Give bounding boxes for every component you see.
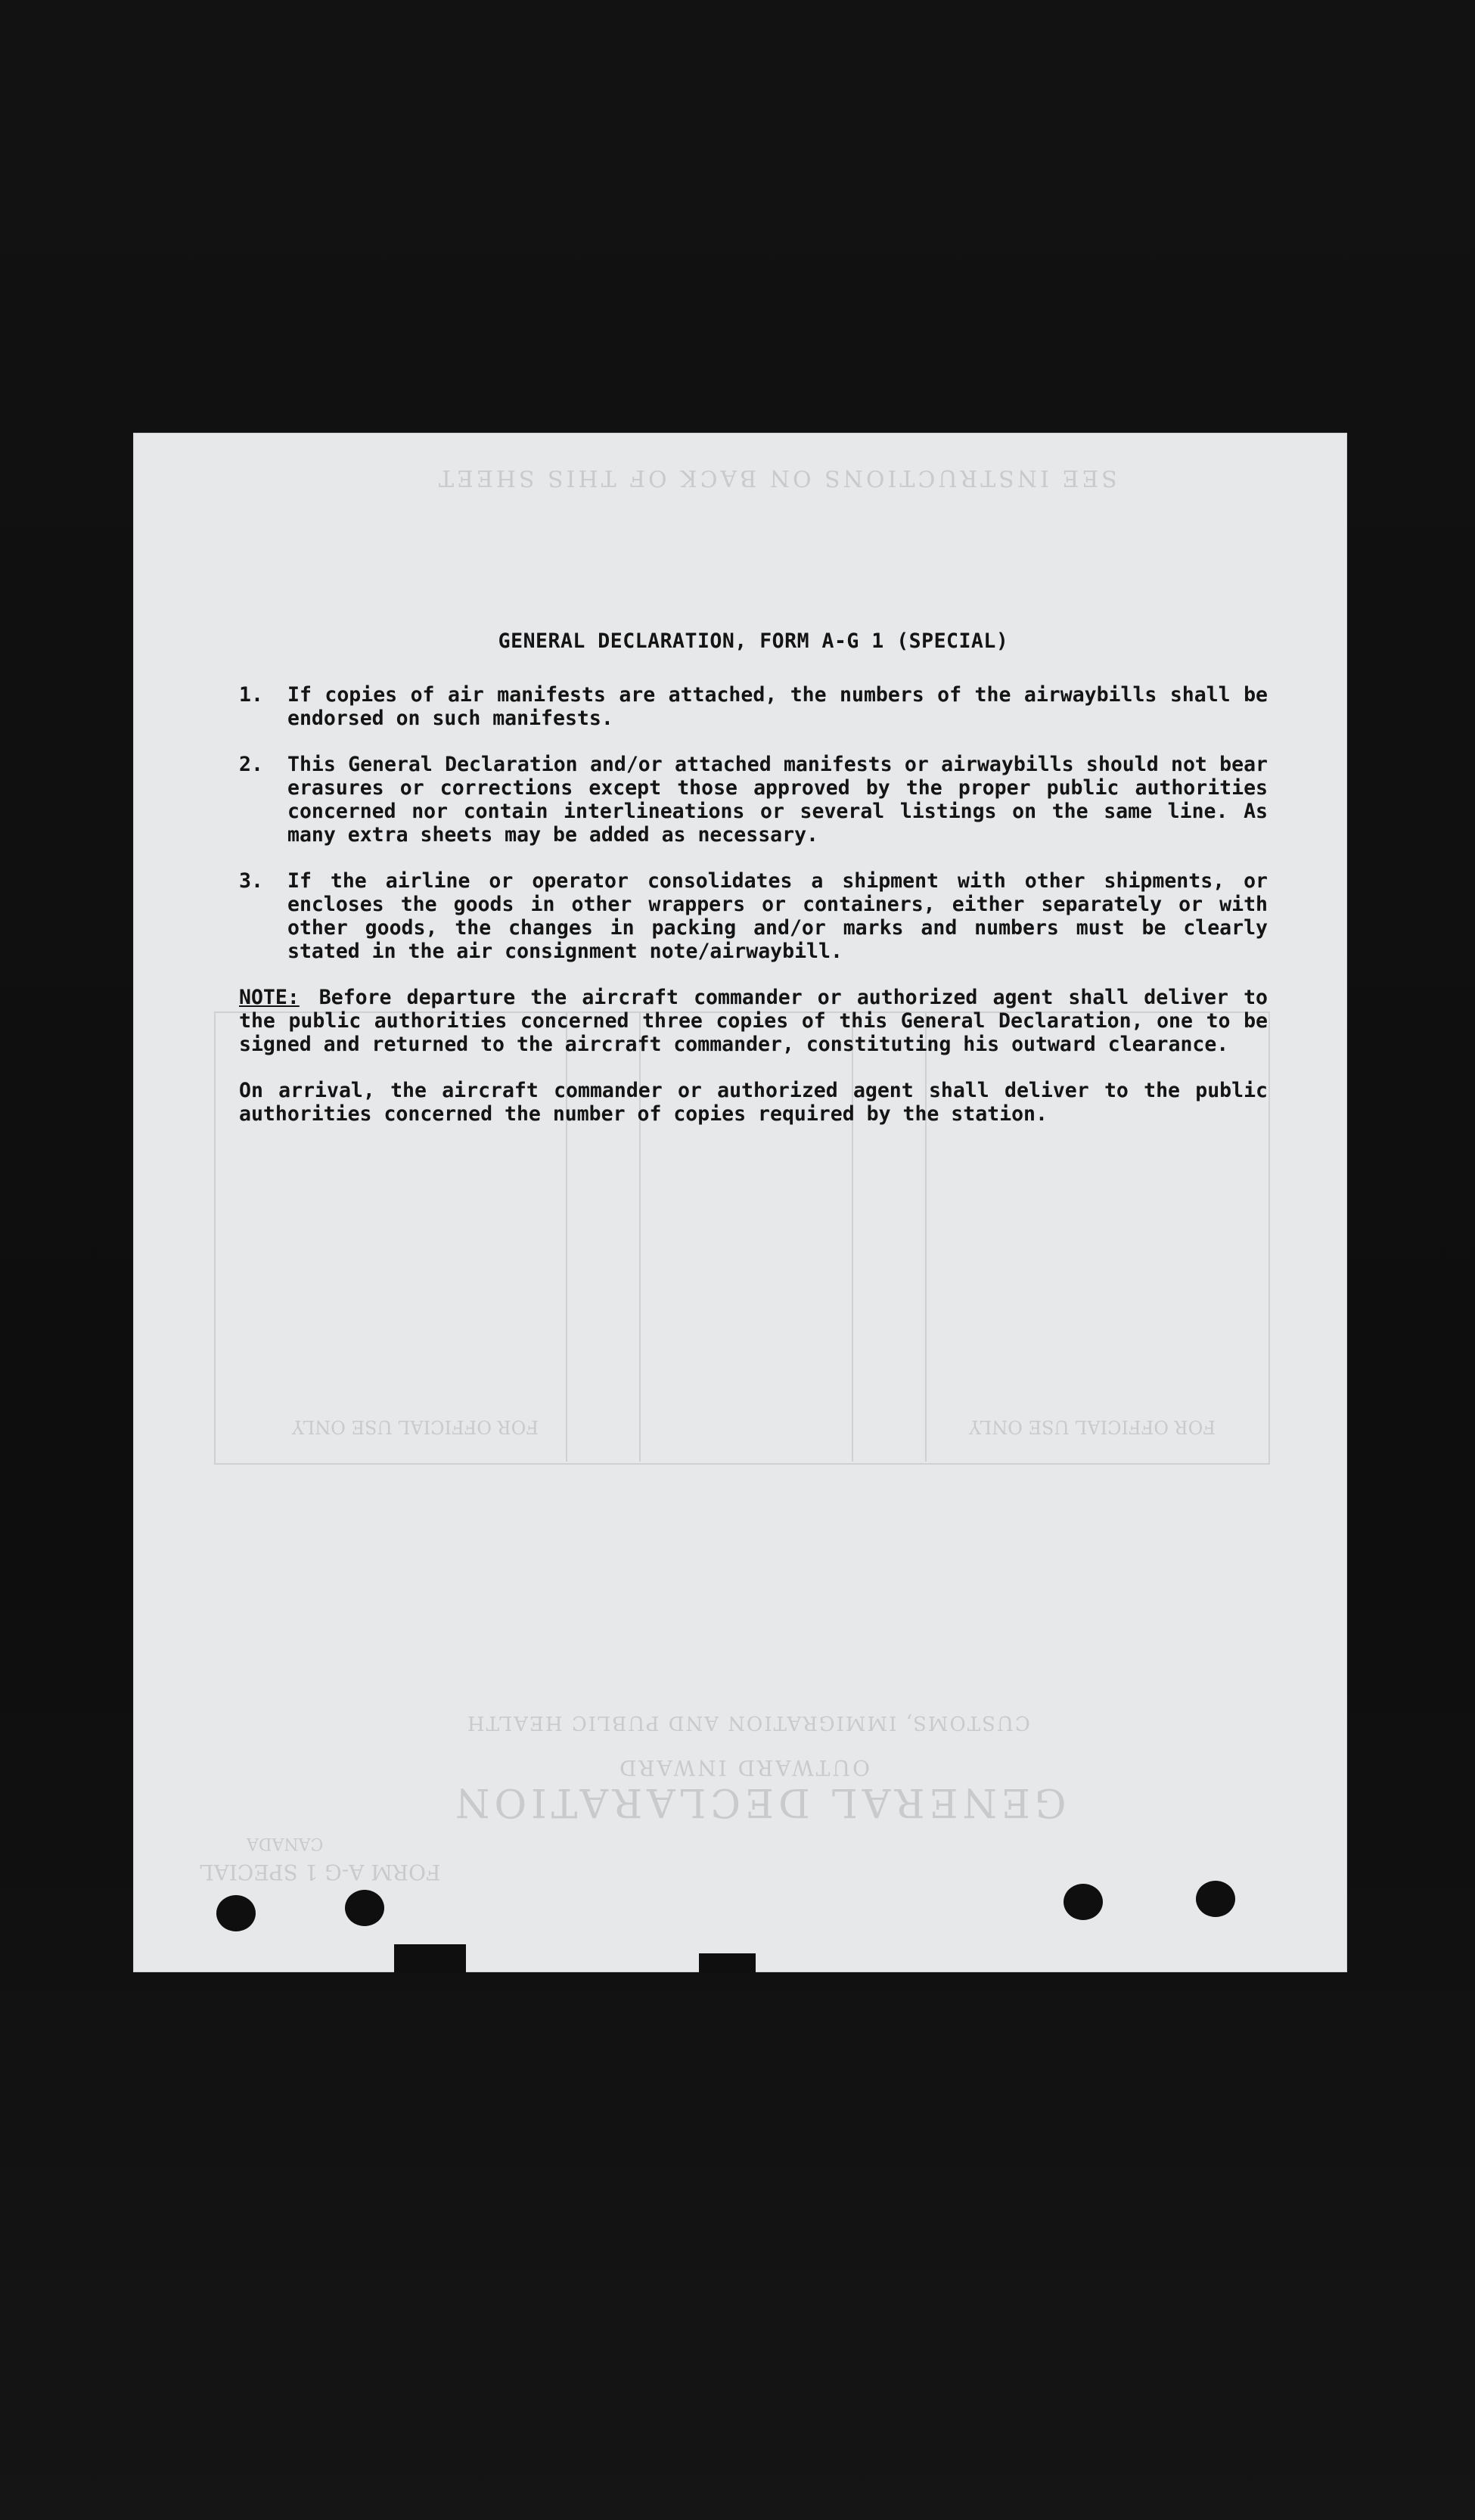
show-through-country: CANADA bbox=[247, 1834, 324, 1853]
punch-hole bbox=[216, 1895, 256, 1931]
item-text: If copies of air manifests are attached, the numbers of the airwaybills shall be endorsed on such manifests. bbox=[287, 683, 1268, 730]
page-title: GENERAL DECLARATION, FORM A-G 1 (SPECIAL) bbox=[498, 629, 1009, 653]
instruction-item-2 bbox=[239, 753, 1268, 847]
binding-tab bbox=[699, 1953, 756, 1972]
note-label: NOTE: bbox=[239, 986, 300, 1009]
item-number: 3. bbox=[239, 869, 263, 893]
show-through-official-left: FOR OFFICIAL USE ONLY bbox=[292, 1416, 539, 1437]
show-through-line: CUSTOMS, IMMIGRATION AND PUBLIC HEALTH bbox=[466, 1711, 1030, 1734]
instruction-item-3 bbox=[239, 869, 1268, 963]
punch-hole bbox=[1196, 1881, 1235, 1917]
show-through-form-id: FORM A-G 1 SPECIAL bbox=[200, 1860, 441, 1885]
instructions-content bbox=[239, 629, 1268, 1126]
document-page bbox=[133, 433, 1347, 1972]
show-through-title: GENERAL DECLARATION bbox=[451, 1779, 1067, 1825]
punch-hole bbox=[1064, 1884, 1103, 1920]
note-text: Before departure the aircraft commander or authorized agent shall deliver to the public authorities concerned three copies of this General Declaration, one to be signed and returned to the aircraft commander, constituting his outward clearance. bbox=[239, 986, 1268, 1056]
binding-tab bbox=[394, 1944, 466, 1972]
show-through-heading: SEE INSTRUCTIONS ON BACK OF THIS SHEET bbox=[436, 465, 1117, 491]
note-paragraph bbox=[239, 986, 1268, 1056]
show-through-official-right: FOR OFFICIAL USE ONLY bbox=[969, 1416, 1216, 1437]
punch-hole bbox=[345, 1890, 384, 1926]
arrival-paragraph: On arrival, the aircraft commander or authorized agent shall deliver to the public authorities concerned the number of copies required by the station. bbox=[239, 1079, 1268, 1126]
instruction-item-1 bbox=[239, 683, 1268, 730]
item-number: 1. bbox=[239, 683, 263, 707]
item-number: 2. bbox=[239, 753, 263, 776]
show-through-subtitle: OUTWARD INWARD bbox=[617, 1755, 870, 1780]
item-text: This General Declaration and/or attached manifests or airwaybills should not bear erasures or corrections except those approved by the proper public authorities concerned nor contain interlineations or several listings on the same line. As many extra sheets may be added as necessary. bbox=[287, 753, 1268, 847]
item-text: If the airline or operator consolidates a shipment with other shipments, or encloses the goods in other wrappers or containers, either separately or with other goods, the changes in packing and/or marks and numbers must be clearly stated in the air consignment note/airwaybill. bbox=[287, 869, 1268, 963]
